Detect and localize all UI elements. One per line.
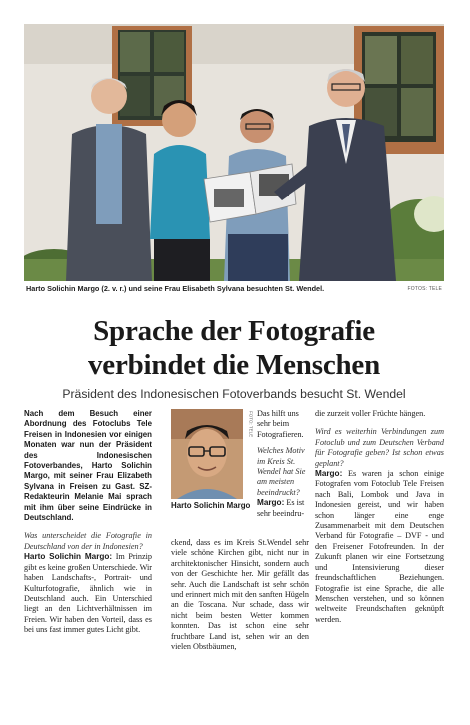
column-3 [315,409,444,625]
question-3: Wird es weiterhin Verbindungen zum Fotoclub und zum Deutschen Verband für Fotografie geben? Ist schon etwas geplant? [315,427,444,468]
group-photo [24,24,444,281]
answer-3 [315,469,444,625]
column-1 [24,409,152,636]
column-2-side-text [257,409,309,519]
headline-line-2: verbindet die Menschen [87,349,381,381]
answer-1-text: Im Prinzip gibt es keine großen Unterschiede. Wir haben Landschafts-, Portrait- und Kulturfotografie, ähnlich wie in Deutschland auch. Ein Unterschied liegt an den Lichtverhältnissen im Freien. Wir haben den Vorteil, dass es bei uns fast immer gutes Licht gibt. [24,552,153,635]
photo-credit: FOTOS: TELE [407,286,442,292]
group-photo-image [24,24,444,281]
portrait-block [171,409,254,510]
portrait-photo [171,409,243,499]
subheadline: Präsident des Indonesischen Fotoverbands besucht St. Wendel [62,387,406,401]
speaker-label: Margo: [315,469,343,479]
portrait-caption: Harto Solichin Margo [171,501,251,510]
headline-line-1: Sprache der Fotografie [93,315,375,347]
photo-caption: Harto Solichin Margo (2. v. r.) und seine Frau Elisabeth Sylvana besuchten St. Wendel. [26,284,325,293]
text-columns [24,409,444,709]
answer-2-start [257,498,309,519]
portrait-image [171,409,243,499]
speaker-label: Margo: [257,498,285,508]
question-1: Was unterscheidet die Fotografie in Deutschland von der in Indonesien? [24,531,152,551]
article [24,24,444,402]
lead-paragraph: Nach dem Besuch einer Abordnung des Fotoclubs Tele Freisen in Indonesien vor einigen Monaten war nun der Präsident des Indonesischen Fotoverbandes, Harto Solichin Margo, mit seiner Frau Elizabeth Sylvana in Freisen zu Gast. SZ-Redakteurin Melanie Mai sprach mit ihm über seine Eindrücke in Deutschland. [24,409,152,523]
column-3-continuation: die zurzeit voller Früchte hängen. [315,409,426,418]
answer-3-text: Es waren ja schon einige Fotografen vom Fotoclub Tele Freisen nach Bali, Lombok und Java in Indonesien gereist, und wir haben schon länger eine enge Zusammenarbeit mit dem Deutschen Verband für Fotografie – DVF - und den Freisener Fotofreunden. In der Zukunft planen wir eine Fortsetzung und Intensivierung dieser freundschaftlichen Beziehungen. Fotografie ist eine Sprache, die alle Menschen verstehen, und so können weltweite Freundschaften geknüpft werden. [315,469,444,624]
speaker-label: Harto Solichin Margo: [24,552,113,562]
question-2: Welches Motiv im Kreis St. Wendel hat Sie am meisten beeindruckt? [257,446,306,497]
answer-2-start-text: Es ist sehr beeindru- [257,498,305,518]
headline [24,314,444,382]
photo-caption-row [24,284,444,298]
answer-2-body: ckend, dass es im Kreis St.Wendel sehr viele schöne Kirchen gibt, nicht nur in architektonischer Hinsicht, sondern auch von der Geschichte her. Mir gefällt das sehr. Auch die Landschaft ist sehr schön und erinnert mich mit den sanften Hügeln an die Toscana. Nur schade, dass wir nicht beim besten Wetter kommen konnten. Das ist schon eine sehr fruchtbare Land ist, sehen wir an den vielen Obstbäumen, [171,538,309,652]
portrait-credit: FOTO: TELE [248,411,254,438]
side-text: Das hilft uns sehr beim Fotografieren. [257,409,304,439]
answer-1 [24,552,152,635]
